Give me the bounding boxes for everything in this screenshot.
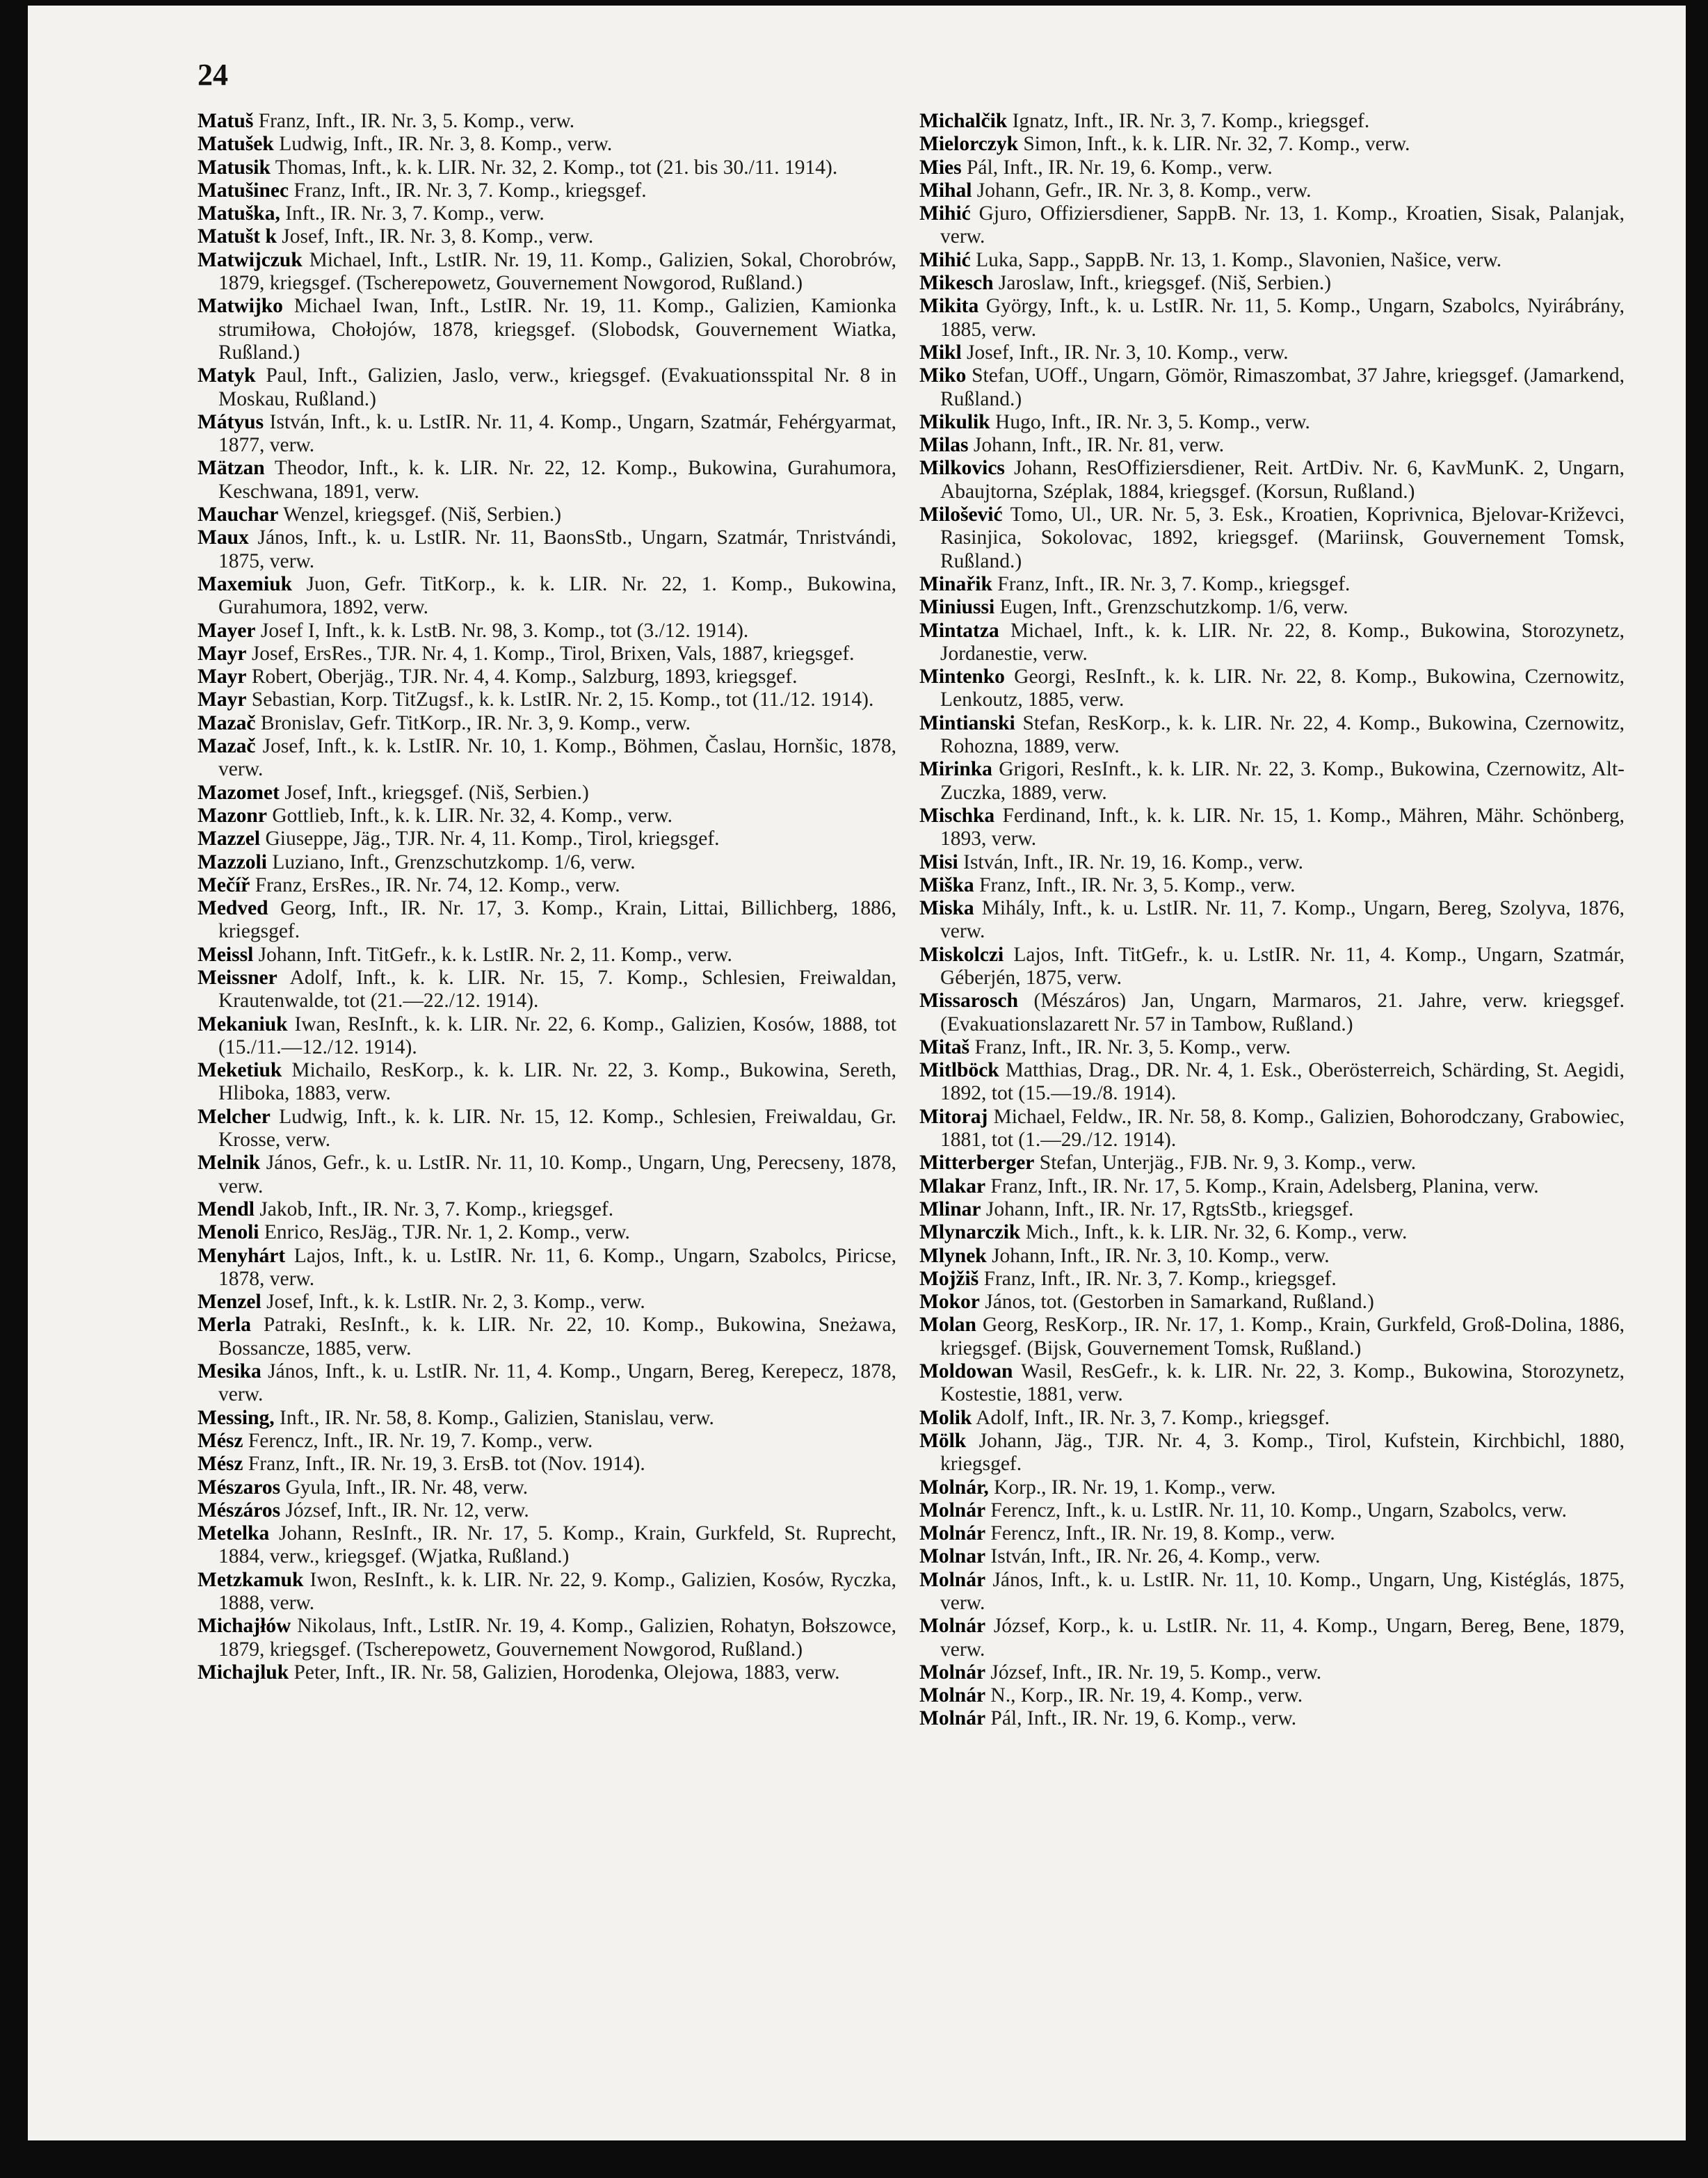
entry-surname: Metelka [198, 1522, 270, 1545]
entry-details: István, Inft., k. u. LstIR. Nr. 11, 4. Komp., Ungarn, Szatmár, Fehérgyarmat, 1877, verw. [218, 410, 896, 457]
register-entry [198, 411, 896, 458]
entry-surname: Mitaš [919, 1035, 970, 1058]
register-entry [198, 1476, 896, 1499]
entry-details: Simon, Inft., k. k. LIR. Nr. 32, 7. Komp., verw. [1017, 133, 1410, 156]
register-entry [919, 805, 1625, 851]
entry-surname: Mitlböck [919, 1059, 999, 1082]
entry-details: István, Inft., IR. Nr. 19, 16. Komp., verw. [958, 850, 1303, 873]
entry-details: Jakob, Inft., IR. Nr. 3, 7. Komp., kriegsgef. [254, 1197, 614, 1220]
entry-details: Josef, ErsRes., TJR. Nr. 4, 1. Komp., Tirol, Brixen, Vals, 1887, kriegsgef. [246, 642, 855, 665]
entry-surname: Matuška, [198, 202, 280, 225]
register-entry [198, 1522, 896, 1569]
entry-surname: Mlynek [919, 1244, 987, 1267]
entry-surname: Miniussi [919, 596, 995, 619]
register-entry [919, 179, 1625, 202]
entry-details: Josef, Inft., kriegsgef. (Niš, Serbien.) [279, 781, 589, 804]
register-entry [198, 295, 896, 364]
entry-surname: Medved [198, 897, 268, 920]
entry-surname: Mojžiš [919, 1267, 979, 1290]
entry-details: Michael, Inft., k. k. LIR. Nr. 22, 8. Komp., Bukowina, Storozynetz, Jordanestie, verw. [940, 619, 1625, 665]
entry-details: János, Inft., k. u. LstIR. Nr. 11, BaonsStb., Ungarn, Szatmár, Tnristvándi, 1875, verw. [218, 526, 896, 572]
entry-details: Hugo, Inft., IR. Nr. 3, 5. Komp., verw. [990, 410, 1310, 433]
entry-details: Franz, Inft., IR. Nr. 3, 5. Komp., verw. [974, 873, 1296, 896]
entry-details: Thomas, Inft., k. k. LIR. Nr. 32, 2. Komp., tot (21. bis 30./11. 1914). [270, 156, 838, 179]
entry-surname: Miko [919, 364, 967, 387]
entry-surname: Mazomet [198, 781, 280, 804]
entry-surname: Mintatza [919, 619, 999, 642]
entry-details: Wasil, ResGefr., k. k. LIR. Nr. 22, 3. Komp., Bukowina, Storozynetz, Kostestie, 1881, verw. [940, 1360, 1625, 1406]
entry-details: Luziano, Inft., Grenzschutzkomp. 1/6, verw. [266, 850, 636, 873]
entry-surname: Merla [198, 1314, 251, 1337]
entry-details: Robert, Oberjäg., TJR. Nr. 4, 4. Komp., Salzburg, 1893, kriegsgef. [246, 666, 798, 688]
entry-details: Peter, Inft., IR. Nr. 58, Galizien, Horodenka, Olejowa, 1883, verw. [289, 1661, 840, 1684]
entry-details: (Mészáros) Jan, Ungarn, Marmaros, 21. Jahre, verw. kriegsgef. (Evakuationslazarett Nr. 57 in Tambow, Rußland.) [940, 990, 1625, 1035]
entry-details: Josef, Inft., IR. Nr. 3, 8. Komp., verw. [276, 225, 594, 248]
entry-details: Korp., IR. Nr. 19, 1. Komp., verw. [988, 1476, 1276, 1499]
entry-surname: Metzkamuk [198, 1568, 304, 1591]
entry-surname: Molnar [919, 1545, 986, 1568]
entry-details: Johann, ResInft., IR. Nr. 17, 5. Komp., Krain, Gurkfeld, St. Ruprecht, 1884, verw., kriegsgef. (Wjatka, Rußland.) [218, 1522, 896, 1568]
register-entry [198, 573, 896, 620]
entry-surname: Mikita [919, 295, 979, 318]
register-entry [198, 1453, 896, 1476]
entry-details: Eugen, Inft., Grenzschutzkomp. 1/6, verw. [994, 596, 1348, 619]
register-entry [919, 156, 1625, 179]
register-entry [919, 1499, 1625, 1522]
register-entry [919, 596, 1625, 619]
entry-details: Tomo, Ul., UR. Nr. 5, 3. Esk., Kroatien, Koprivnica, Bjelovar-Križevci, Rasinjica, Sokolovac, 1892, kriegsgef. (Mariinsk, Gouvernement Tomsk, Rußland.) [940, 503, 1625, 572]
register-entry [198, 179, 896, 202]
register-entry [198, 249, 896, 296]
register-entry [919, 1221, 1625, 1244]
entry-surname: Menyhárt [198, 1244, 286, 1267]
entry-details: Mich., Inft., k. k. LIR. Nr. 32, 6. Komp., verw. [1020, 1221, 1408, 1244]
entry-surname: Mokor [919, 1291, 980, 1314]
register-entry [919, 295, 1625, 341]
entry-details: Gyula, Inft., IR. Nr. 48, verw. [280, 1476, 529, 1499]
entry-details: Theodor, Inft., k. k. LIR. Nr. 22, 12. Komp., Bukowina, Gurahumora, Keschwana, 1891, verw. [218, 457, 896, 503]
entry-surname: Milkovics [919, 457, 1005, 480]
register-entry [198, 1059, 896, 1106]
entry-surname: Mielorczyk [919, 133, 1018, 156]
entry-surname: Misi [919, 850, 958, 873]
register-entry [198, 851, 896, 874]
entry-details: Paul, Inft., Galizien, Jaslo, verw., kriegsgef. (Evakuationsspital Nr. 8 in Moskau, Rußland.) [218, 364, 896, 410]
entry-surname: Mazonr [198, 804, 267, 827]
register-entry [919, 1245, 1625, 1268]
register-entry [198, 643, 896, 666]
entry-details: Giuseppe, Jäg., TJR. Nr. 4, 11. Komp., Tirol, kriegsgef. [260, 828, 720, 850]
register-entry [198, 133, 896, 156]
entry-details: Michael, Inft., LstIR. Nr. 19, 11. Komp., Galizien, Sokal, Chorobrów, 1879, kriegsgef. (Tscherepowetz, Gouvernement Nowgorod, Rußland.) [218, 248, 896, 295]
entry-surname: Meketiuk [198, 1059, 282, 1082]
register-entry [919, 249, 1625, 272]
entry-surname: Molnár [919, 1661, 986, 1684]
entry-surname: Mikl [919, 341, 962, 364]
register-entry [198, 156, 896, 179]
entry-surname: Matuš [198, 110, 254, 132]
register-entry [198, 897, 896, 944]
register-entry [919, 364, 1625, 411]
register-entry [919, 1430, 1625, 1476]
register-entry [919, 1152, 1625, 1175]
entry-surname: Miska [919, 897, 974, 920]
entry-details: Michailo, ResKorp., k. k. LIR. Nr. 22, 3. Komp., Bukowina, Sereth, Hliboka, 1883, verw. [218, 1059, 896, 1105]
entry-surname: Matušek [198, 133, 274, 156]
entry-surname: Mauchar [198, 503, 279, 526]
entry-surname: Melnik [198, 1152, 261, 1175]
entry-details: Pál, Inft., IR. Nr. 19, 6. Komp., verw. [961, 156, 1273, 179]
entry-details: Johann, ResOffiziersdiener, Reit. ArtDiv. Nr. 6, KavMunK. 2, Ungarn, Abaujtorna, Széplak, 1884, kriegsgef. (Korsun, Rußland.) [940, 457, 1625, 503]
entry-surname: Minařik [919, 572, 992, 595]
entry-surname: Mlakar [919, 1175, 986, 1197]
entry-surname: Mirinka [919, 758, 992, 781]
register-entry [919, 1360, 1625, 1407]
register-entry [919, 1268, 1625, 1291]
entry-surname: Mészaros [198, 1476, 281, 1499]
entry-details: Lajos, Inft., k. u. LstIR. Nr. 11, 6. Komp., Ungarn, Szabolcs, Piricse, 1878, verw. [218, 1244, 896, 1290]
register-entry [198, 666, 896, 688]
entry-details: Bronislav, Gefr. TitKorp., IR. Nr. 3, 9. Komp., verw. [255, 711, 691, 734]
entry-details: János, tot. (Gestorben in Samarkand, Rußland.) [979, 1291, 1374, 1314]
entry-details: Grigori, ResInft., k. k. LIR. Nr. 22, 3. Komp., Bukowina, Czernowitz, Alt-Zuczka, 1889, verw. [940, 758, 1625, 804]
document-page [28, 6, 1686, 2140]
entry-surname: Mész [198, 1429, 243, 1452]
register-entry [198, 828, 896, 850]
register-entry [919, 1106, 1625, 1152]
entry-surname: Matušt k [198, 225, 277, 248]
entry-details: József, Korp., k. u. LstIR. Nr. 11, 4. Komp., Ungarn, Bereg, Bene, 1879, verw. [940, 1615, 1625, 1661]
entry-surname: Mayr [198, 642, 247, 665]
entry-surname: Mészáros [198, 1499, 281, 1522]
entry-surname: Moldowan [919, 1360, 1013, 1383]
register-entry [198, 944, 896, 967]
register-entry [198, 805, 896, 828]
entry-surname: Mätzan [198, 457, 265, 480]
entry-details: Josef, Inft., k. k. LstIR. Nr. 10, 1. Komp., Böhmen, Časlau, Hornšic, 1878, verw. [218, 735, 896, 781]
entry-surname: Mischka [919, 804, 995, 827]
entry-details: Josef, Inft., k. k. LstIR. Nr. 2, 3. Komp., verw. [261, 1291, 645, 1314]
register-entry [198, 364, 896, 411]
entry-details: Lajos, Inft. TitGefr., k. u. LstIR. Nr. 11, 4. Komp., Ungarn, Szatmár, Géberjén, 1875, verw. [940, 943, 1625, 989]
register-entry [919, 712, 1625, 759]
entry-surname: Maux [198, 526, 249, 549]
entry-details: György, Inft., k. u. LstIR. Nr. 11, 5. Komp., Ungarn, Szabolcs, Nyirábrány, 1885, verw. [940, 295, 1625, 341]
entry-details: Franz, Inft., IR. Nr. 3, 7. Komp., kriegsgef. [289, 179, 647, 202]
register-entry [198, 225, 896, 248]
entry-surname: Maxemiuk [198, 572, 293, 595]
entry-surname: Molnár [919, 1568, 986, 1591]
register-entry [919, 1707, 1625, 1730]
register-entry [198, 1661, 896, 1684]
register-entry [198, 202, 896, 225]
register-entry [198, 1499, 896, 1522]
register-entry [919, 133, 1625, 156]
entry-details: Josef, Inft., IR. Nr. 3, 10. Komp., verw. [961, 341, 1289, 364]
entry-details: Johann, Inft. TitGefr., k. k. LstIR. Nr. 2, 11. Komp., verw. [253, 943, 732, 966]
entry-surname: Mies [919, 156, 962, 179]
entry-details: Franz, Inft., IR. Nr. 19, 3. ErsB. tot (Nov. 1914). [243, 1453, 645, 1476]
register-entry [919, 341, 1625, 364]
entry-details: József, Inft., IR. Nr. 12, verw. [280, 1499, 529, 1522]
register-entry [919, 110, 1625, 133]
register-entry [198, 1314, 896, 1360]
entry-details: Ignatz, Inft., IR. Nr. 3, 7. Komp., kriegsgef. [1007, 110, 1370, 132]
register-entry [198, 1198, 896, 1221]
register-entry [919, 1684, 1625, 1707]
entry-details: János, Inft., k. u. LstIR. Nr. 11, 10. Komp., Ungarn, Ung, Kistéglás, 1875, verw. [940, 1568, 1625, 1614]
entry-surname: Mátyus [198, 410, 264, 433]
entry-surname: Mazač [198, 735, 256, 758]
register-entry [919, 1661, 1625, 1684]
register-entry [198, 1360, 896, 1407]
entry-details: Iwon, ResInft., k. k. LIR. Nr. 22, 9. Komp., Galizien, Kosów, Ryczka, 1888, verw. [218, 1568, 896, 1614]
entry-surname: Mazač [198, 711, 256, 734]
entry-surname: Molik [919, 1406, 972, 1429]
entry-details: Franz, Inft., IR. Nr. 3, 7. Komp., kriegsgef. [978, 1267, 1337, 1290]
entry-details: Iwan, ResInft., k. k. LIR. Nr. 22, 6. Komp., Galizien, Kosów, 1888, tot (15./11.—12./12. 1914). [218, 1013, 896, 1058]
entry-details: Luka, Sapp., SappB. Nr. 13, 1. Komp., Slavonien, Našice, verw. [970, 248, 1502, 271]
entry-details: Johann, Gefr., IR. Nr. 3, 8. Komp., verw. [972, 179, 1312, 202]
entry-details: Nikolaus, Inft., LstIR. Nr. 19, 4. Komp., Galizien, Rohatyn, Bołszowce, 1879, kriegsgef. (Tscherepowetz, Gouvernement Nowgorod, Rußland.) [218, 1615, 896, 1661]
register-entry [919, 457, 1625, 503]
entry-details: Ferencz, Inft., IR. Nr. 19, 7. Komp., verw. [243, 1429, 593, 1452]
entry-details: Gjuro, Offiziersdiener, SappB. Nr. 13, 1. Komp., Kroatien, Sisak, Palanjak, verw. [940, 202, 1625, 248]
entry-surname: Matušinec [198, 179, 289, 202]
entry-details: Mihály, Inft., k. u. LstIR. Nr. 11, 7. Komp., Ungarn, Bereg, Szolyva, 1876, verw. [940, 897, 1625, 943]
register-entry [198, 735, 896, 782]
register-entry [198, 712, 896, 735]
entry-details: Franz, Inft., IR. Nr. 3, 7. Komp., kriegsgef. [992, 572, 1351, 595]
entry-surname: Molnár [919, 1615, 986, 1638]
entry-details: Gottlieb, Inft., k. k. LIR. Nr. 32, 4. Komp., verw. [266, 804, 673, 827]
entry-details: István, Inft., IR. Nr. 26, 4. Komp., verw. [985, 1545, 1321, 1568]
entry-details: Georgi, ResInft., k. k. LIR. Nr. 22, 8. Komp., Bukowina, Czernowitz, Lenkoutz, 1885, verw. [940, 666, 1625, 711]
register-entry [198, 1221, 896, 1244]
entry-details: Stefan, Unterjäg., FJB. Nr. 9, 3. Komp., verw. [1034, 1152, 1417, 1175]
entry-details: Franz, ErsRes., IR. Nr. 74, 12. Komp., verw. [250, 873, 620, 896]
register-entry [919, 1314, 1625, 1360]
entry-surname: Mlynarczik [919, 1221, 1021, 1244]
entry-surname: Mayr [198, 666, 247, 688]
entry-surname: Matwijko [198, 295, 283, 318]
register-entry [198, 1430, 896, 1453]
entry-surname: Mintenko [919, 666, 1005, 688]
register-entry [919, 944, 1625, 990]
entry-details: Stefan, UOff., Ungarn, Gömör, Rimaszombat, 37 Jahre, kriegsgef. (Jamarkend, Rußland.) [940, 364, 1625, 410]
register-entry [919, 620, 1625, 666]
entry-surname: Miška [919, 873, 974, 896]
entry-details: Michael Iwan, Inft., LstIR. Nr. 19, 11. Komp., Galizien, Kamionka strumiłowa, Chołojów, 1878, kriegsgef. (Slobodsk, Gouvernement Wiatka, Rußland.) [218, 295, 896, 364]
entry-surname: Mazzoli [198, 850, 267, 873]
register-entry [919, 1569, 1625, 1615]
entry-surname: Mölk [919, 1429, 967, 1452]
entry-surname: Michajluk [198, 1661, 289, 1684]
entry-surname: Menzel [198, 1291, 261, 1314]
entry-surname: Matyk [198, 364, 256, 387]
register-entry [198, 1013, 896, 1060]
entry-surname: Mihić [919, 202, 971, 225]
entry-details: Franz, Inft., IR. Nr. 3, 5. Komp., verw. [253, 110, 575, 132]
entry-details: János, Gefr., k. u. LstIR. Nr. 11, 10. Komp., Ungarn, Ung, Perecseny, 1878, verw. [218, 1152, 896, 1197]
entry-details: Ludwig, Inft., IR. Nr. 3, 8. Komp., verw. [273, 133, 613, 156]
entry-surname: Mesika [198, 1360, 261, 1383]
register-entry [198, 688, 896, 711]
register-entry [198, 782, 896, 805]
register-entry [198, 110, 896, 133]
register-entry [198, 967, 896, 1013]
register-entry [919, 874, 1625, 897]
entry-surname: Molnár [919, 1707, 986, 1730]
register-entry [919, 851, 1625, 874]
entry-details: Johann, Inft., IR. Nr. 17, RgtsStb., kriegsgef. [981, 1197, 1354, 1220]
entry-details: Ferdinand, Inft., k. k. LIR. Nr. 15, 1. Komp., Mähren, Mähr. Schönberg, 1893, verw. [940, 804, 1625, 850]
entry-details: Inft., IR. Nr. 3, 7. Komp., verw. [280, 202, 545, 225]
register-entry [919, 411, 1625, 434]
entry-surname: Mendl [198, 1197, 255, 1220]
entry-surname: Milas [919, 434, 969, 457]
entry-surname: Mayr [198, 688, 247, 711]
register-entry [919, 1175, 1625, 1198]
entry-surname: Mihal [919, 179, 972, 202]
entry-surname: Mikesch [919, 272, 994, 295]
entry-surname: Messing, [198, 1406, 275, 1429]
entry-surname: Mihić [919, 248, 971, 271]
entry-surname: Molnár [919, 1499, 986, 1522]
entry-surname: Mlinar [919, 1197, 981, 1220]
entry-details: N., Korp., IR. Nr. 19, 4. Komp., verw. [985, 1684, 1303, 1707]
entry-details: Inft., IR. Nr. 58, 8. Komp., Galizien, Stanislau, verw. [274, 1406, 714, 1429]
entry-details: József, Inft., IR. Nr. 19, 5. Komp., verw. [985, 1661, 1322, 1684]
register-entry [198, 1615, 896, 1661]
register-entry [919, 434, 1625, 457]
entry-surname: Mikulik [919, 410, 990, 433]
register-entry [198, 1291, 896, 1314]
entry-surname: Mečíř [198, 873, 250, 896]
register-entry [198, 874, 896, 897]
entry-details: Georg, ResKorp., IR. Nr. 17, 1. Komp., Krain, Gurkfeld, Groß-Dolina, 1886, kriegsgef. (Bijsk, Gouvernement Tomsk, Rußland.) [940, 1314, 1625, 1360]
page-number: 24 [198, 58, 228, 92]
entry-details: Johann, Jäg., TJR. Nr. 4, 3. Komp., Tirol, Kufstein, Kirchbichl, 1880, kriegsgef. [940, 1429, 1625, 1476]
register-entry [919, 1522, 1625, 1545]
entry-details: Jaroslaw, Inft., kriegsgef. (Niš, Serbien.) [993, 272, 1332, 295]
left-column [198, 110, 896, 1684]
entry-details: Enrico, ResJäg., TJR. Nr. 1, 2. Komp., verw. [259, 1221, 630, 1244]
register-entry [919, 503, 1625, 573]
entry-surname: Molnár, [919, 1476, 989, 1499]
entry-surname: Mekaniuk [198, 1013, 288, 1035]
entry-surname: Meissner [198, 966, 277, 989]
entry-details: Johann, Inft., IR. Nr. 81, verw. [968, 434, 1225, 457]
register-entry [919, 897, 1625, 944]
entry-details: Ferencz, Inft., k. u. LstIR. Nr. 11, 10. Komp., Ungarn, Szabolcs, verw. [985, 1499, 1567, 1522]
entry-details: Patraki, ResInft., k. k. LIR. Nr. 22, 10. Komp., Bukowina, Sneżawa, Bossancze, 1885, verw. [218, 1314, 896, 1360]
entry-details: Ferencz, Inft., IR. Nr. 19, 8. Komp., verw. [985, 1522, 1335, 1545]
entry-surname: Mitoraj [919, 1105, 988, 1128]
right-column [919, 110, 1625, 1731]
entry-surname: Melcher [198, 1105, 271, 1128]
register-entry [198, 1407, 896, 1430]
entry-details: Josef I, Inft., k. k. LstB. Nr. 98, 3. Komp., tot (3./12. 1914). [255, 619, 749, 642]
register-entry [198, 457, 896, 503]
register-entry [919, 666, 1625, 712]
entry-surname: Molnár [919, 1522, 986, 1545]
register-entry [919, 1291, 1625, 1314]
entry-surname: Mazzel [198, 828, 261, 850]
register-entry [919, 758, 1625, 805]
entry-details: Adolf, Inft., k. k. LIR. Nr. 15, 7. Komp., Schlesien, Freiwaldan, Krautenwalde, tot (21.—22./12. 1914). [218, 966, 896, 1013]
register-entry [198, 1245, 896, 1291]
entry-surname: Molan [919, 1314, 976, 1337]
entry-surname: Mitterberger [919, 1152, 1035, 1175]
register-entry [198, 620, 896, 643]
register-entry [919, 1198, 1625, 1221]
register-entry [919, 1615, 1625, 1661]
entry-surname: Molnár [919, 1684, 986, 1707]
register-entry [919, 272, 1625, 295]
register-entry [198, 526, 896, 573]
entry-details: Sebastian, Korp. TitZugsf., k. k. LstIR. Nr. 2, 15. Komp., tot (11./12. 1914). [246, 688, 874, 711]
entry-surname: Menoli [198, 1221, 259, 1244]
entry-details: Franz, Inft., IR. Nr. 3, 5. Komp., verw. [969, 1035, 1291, 1058]
register-entry [198, 1106, 896, 1152]
entry-surname: Mayer [198, 619, 256, 642]
entry-surname: Matusik [198, 156, 271, 179]
register-entry [198, 503, 896, 526]
entry-details: Johann, Inft., IR. Nr. 3, 10. Komp., verw. [986, 1244, 1330, 1267]
entry-details: Adolf, Inft., IR. Nr. 3, 7. Komp., kriegsgef. [972, 1406, 1330, 1429]
entry-surname: Michajłów [198, 1615, 291, 1638]
entry-surname: Miskolczi [919, 943, 1004, 966]
register-entry [198, 1569, 896, 1615]
entry-surname: Milošević [919, 503, 1003, 526]
register-entry [919, 990, 1625, 1036]
entry-surname: Mintianski [919, 711, 1015, 734]
register-entry [919, 1545, 1625, 1568]
entry-details: Matthias, Drag., DR. Nr. 4, 1. Esk., Oberösterreich, Schärding, St. Aegidi, 1892, tot (15.—19./8. 1914). [940, 1059, 1625, 1105]
register-entry [919, 573, 1625, 596]
register-entry [919, 1059, 1625, 1106]
entry-details: János, Inft., k. u. LstIR. Nr. 11, 4. Komp., Ungarn, Bereg, Kerepecz, 1878, verw. [218, 1360, 896, 1406]
entry-surname: Mész [198, 1453, 243, 1476]
entry-surname: Matwijczuk [198, 248, 303, 271]
entry-details: Franz, Inft., IR. Nr. 17, 5. Komp., Krain, Adelsberg, Planina, verw. [985, 1175, 1539, 1197]
entry-details: Stefan, ResKorp., k. k. LIR. Nr. 22, 4. Komp., Bukowina, Czernowitz, Rohozna, 1889, verw. [940, 711, 1625, 758]
entry-surname: Meissl [198, 943, 254, 966]
entry-surname: Michalčik [919, 110, 1008, 132]
register-entry [919, 202, 1625, 249]
register-entry [919, 1036, 1625, 1059]
entry-surname: Missarosch [919, 990, 1019, 1013]
entry-details: Wenzel, kriegsgef. (Niš, Serbien.) [278, 503, 562, 526]
entry-details: Juon, Gefr. TitKorp., k. k. LIR. Nr. 22, 1. Komp., Bukowina, Gurahumora, 1892, verw. [218, 572, 896, 619]
register-entry [198, 1152, 896, 1198]
register-entry [919, 1407, 1625, 1430]
entry-details: Ludwig, Inft., k. k. LIR. Nr. 15, 12. Komp., Schlesien, Freiwaldau, Gr. Krosse, verw. [218, 1105, 896, 1152]
entry-details: Michael, Feldw., IR. Nr. 58, 8. Komp., Galizien, Bohorodczany, Grabowiec, 1881, tot (1.—29./12. 1914). [940, 1105, 1625, 1152]
entry-details: Pál, Inft., IR. Nr. 19, 6. Komp., verw. [985, 1707, 1297, 1730]
entry-details: Georg, Inft., IR. Nr. 17, 3. Komp., Krain, Littai, Billichberg, 1886, kriegsgef. [218, 897, 896, 943]
register-entry [919, 1476, 1625, 1499]
